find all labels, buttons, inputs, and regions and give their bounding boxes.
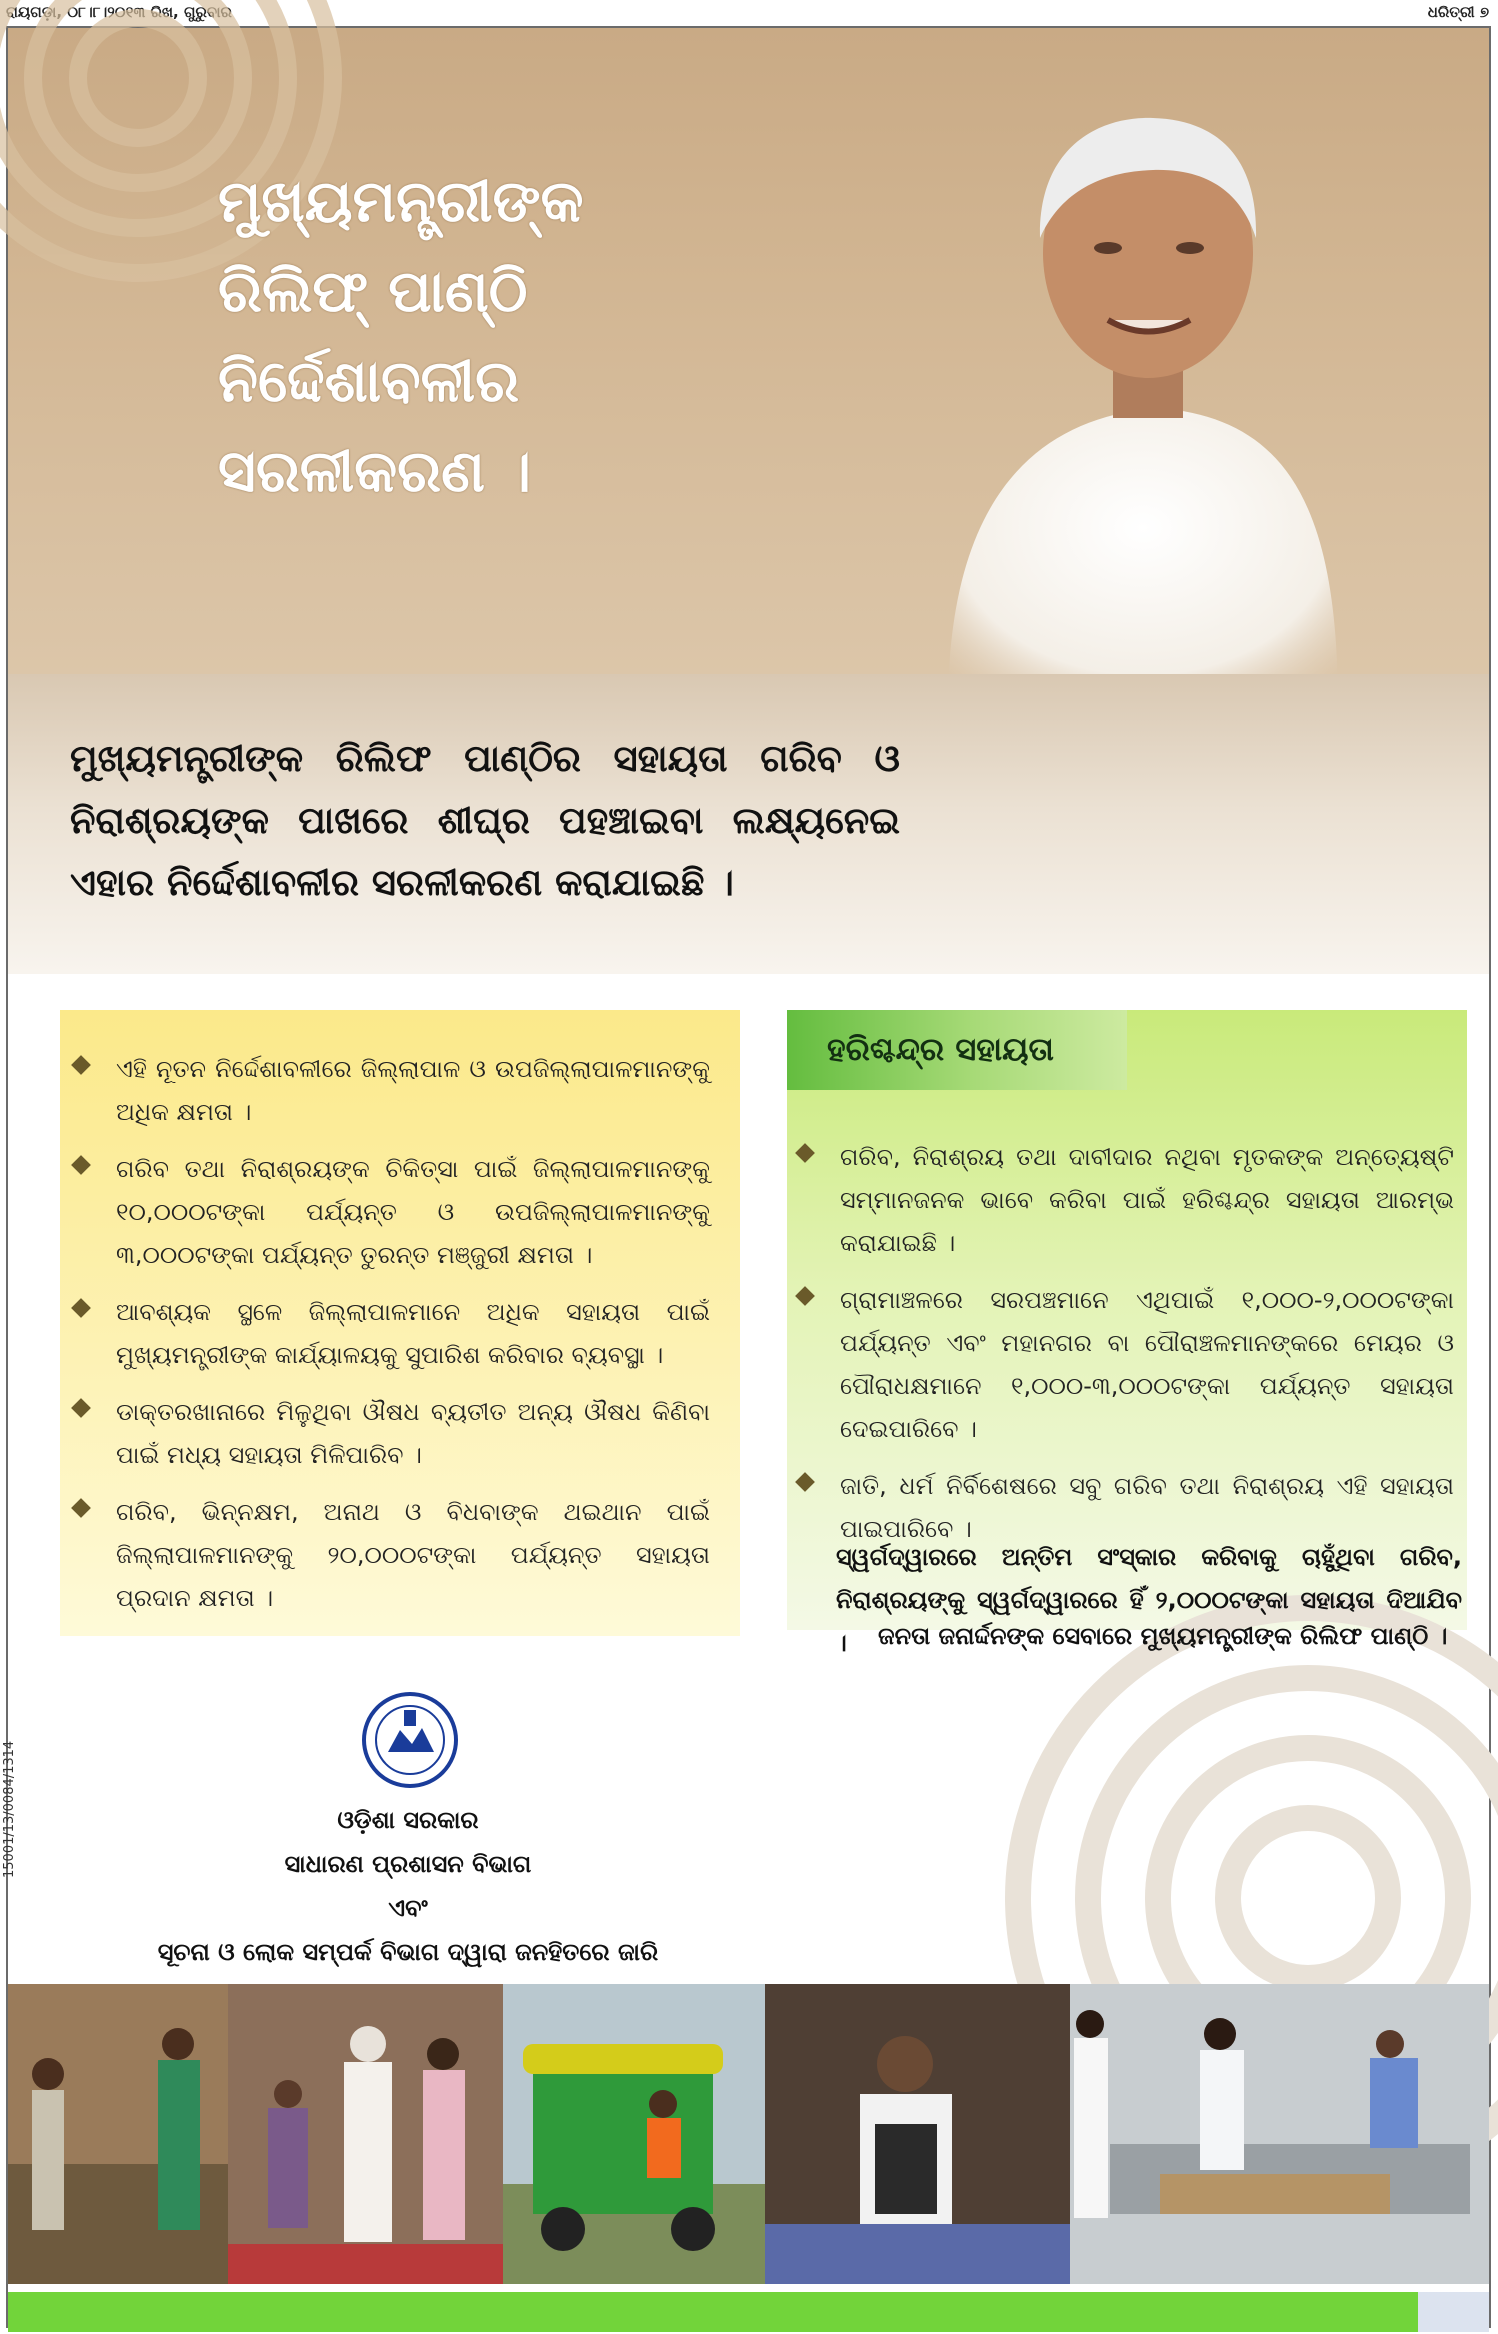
diamond-bullet-icon: [71, 1398, 91, 1418]
list-item-text: ଗରିବ ତଥା ନିରାଶ୍ରୟଙ୍କ ଚିକିତ୍ସା ପାଇଁ ଜିଲ୍ଲାପାଳମାନଙ୍କୁ ୧୦,୦୦୦ଟଙ୍କା ପର୍ଯ୍ୟନ୍ତ ଓ ଉପଜିଲ୍ଲାପାଳମାନଙ୍କୁ ୩,୦୦୦ଟଙ୍କା ପର୍ଯ୍ୟନ୍ତ ତୁରନ୍ତ ମଞ୍ଜୁରୀ କ୍ଷମତା ।: [116, 1155, 710, 1269]
list-item-text: ଗରିବ, ଭିନ୍ନକ୍ଷମ, ଅନାଥ ଓ ବିଧବାଙ୍କ ଥଇଥାନ ପାଇଁ ଜିଲ୍ଲାପାଳମାନଙ୍କୁ ୨୦,୦୦୦ଟଙ୍କା ପର୍ଯ୍ୟନ୍ତ ସହାୟତା ପ୍ରଦାନ କ୍ଷମତା ।: [116, 1498, 710, 1612]
list-item-text: ଡାକ୍ତରଖାନାରେ ମିଳୁଥିବା ଔଷଧ ବ୍ୟତୀତ ଅନ୍ୟ ଔଷଧ କିଣିବା ପାଇଁ ମଧ୍ୟ ସହାୟତା ମିଳିପାରିବ ।: [116, 1398, 710, 1469]
chief-minister-portrait: [908, 88, 1388, 708]
diamond-bullet-icon: [71, 1155, 91, 1175]
harishchandra-list: [794, 1136, 1454, 1565]
diamond-bullet-icon: [71, 1298, 91, 1318]
lead-statement: ମୁଖ୍ୟମନ୍ତ୍ରୀଙ୍କ ରିଲିଫ ପାଣ୍ଠିର ସହାୟତା ଗରିବ ଓ ନିରାଶ୍ରୟଙ୍କ ପାଖରେ ଶୀଘ୍ର ପହଞ୍ଚାଇବା ଲକ୍ଷ୍ୟନେଇ ଏହାର ନିର୍ଦ୍ଦେଶାବଳୀର ସରଳୀକରଣ କରାଯାଇଛି ।: [70, 737, 900, 904]
guidelines-list: [70, 1048, 710, 1634]
government-emblem-icon: [360, 1690, 460, 1790]
issuer-line: ଏବଂ: [388, 1894, 428, 1922]
cm-meeting-photo: [228, 1984, 503, 2284]
list-item: [794, 1279, 1454, 1451]
hero-title-line: ସରଳୀକରଣ ।: [218, 437, 532, 505]
list-item: [70, 1491, 710, 1620]
diamond-bullet-icon: [795, 1286, 815, 1306]
harishchandra-heading-bar: [787, 1010, 1127, 1090]
hero-title: [218, 156, 583, 516]
slogan: ଜନତା ଜନାର୍ଦ୍ଦନଙ୍କ ସେବାରେ ମୁଖ୍ୟମନ୍ତ୍ରୀଙ୍କ ରିଲିଫ ପାଣ୍ଠି ।: [878, 1622, 1448, 1650]
list-item-text: ଗରିବ, ନିରାଶ୍ରୟ ତଥା ଦାବୀଦାର ନଥିବା ମୃତକଙ୍କ ଅନ୍ତ୍ୟେଷ୍ଟି ସମ୍ମାନଜନକ ଭାବେ କରିବା ପାଇଁ ହରିଶ୍ଚନ୍ଦ୍ର ସହାୟତା ଆରମ୍ଭ କରାଯାଇଛି ।: [840, 1143, 1454, 1257]
advertisement-frame: [2, 26, 1491, 2328]
bottom-grey-block: [1418, 2292, 1489, 2332]
village-photo: [8, 1984, 228, 2284]
photo-strip: [8, 1984, 1489, 2294]
harishchandra-heading: ହରିଶ୍ଚନ୍ଦ୍ର ସହାୟତା: [827, 1030, 1054, 1068]
hospital-photo: [1070, 1984, 1489, 2284]
newspaper-dateline: ରାୟଗଡ଼ା, ୦୮।୮।୨୦୧୩ ରିଖ, ଗୁରୁବାର: [6, 3, 232, 21]
issuer-line: ଓଡ଼ିଶା ସରକାର: [337, 1806, 479, 1834]
newspaper-page-label: ଧରିତ୍ରୀ ୭: [1427, 3, 1489, 21]
hero-title-line: ମୁଖ୍ୟମନ୍ତ୍ରୀଙ୍କ: [218, 167, 584, 235]
list-item-text: ଆବଶ୍ୟକ ସ୍ଥଳେ ଜିଲ୍ଲାପାଳମାନେ ଅଧିକ ସହାୟତା ପାଇଁ ମୁଖ୍ୟମନ୍ତ୍ରୀଙ୍କ କାର୍ଯ୍ୟାଳୟକୁ ସୁପାରିଶ କରିବାର ବ୍ୟବସ୍ଥା ।: [116, 1298, 710, 1369]
list-item-text: ଗ୍ରାମାଞ୍ଚଳରେ ସରପଞ୍ଚମାନେ ଏଥିପାଇଁ ୧,୦୦୦-୨,୦୦୦ଟଙ୍କା ପର୍ଯ୍ୟନ୍ତ ଏବଂ ମହାନଗର ବା ପୌରାଞ୍ଚଳମାନଙ୍କରେ ମେୟର ଓ ପୌରାଧକ୍ଷମାନେ ୧,୦୦୦-୩,୦୦୦ଟଙ୍କା ପର୍ଯ୍ୟନ୍ତ ସହାୟତା ଦେଇପାରିବେ ।: [840, 1286, 1454, 1443]
issuer-block: [108, 1798, 708, 1974]
list-item-text: ଏହି ନୂତନ ନିର୍ଦ୍ଦେଶାବଳୀରେ ଜିଲ୍ଲାପାଳ ଓ ଉପଜିଲ୍ଲାପାଳମାନଙ୍କୁ ଅଧିକ କ୍ଷମତା ।: [116, 1055, 710, 1126]
diamond-bullet-icon: [71, 1055, 91, 1075]
list-item: [794, 1136, 1454, 1265]
release-code: 15001/13/0084/1314: [2, 1740, 17, 1878]
bottom-color-bar: [8, 2292, 1418, 2332]
swargadwar-paragraph: ସ୍ୱର୍ଗଦ୍ୱାରରେ ଅନ୍ତିମ ସଂସ୍କାର କରିବାକୁ ଚାହୁଁଥିବା ଗରିବ, ନିରାଶ୍ରୟଙ୍କୁ ସ୍ୱର୍ଗଦ୍ୱାରରେ ହିଁ ୨,୦୦୦ଟଙ୍କା ସହାୟତା ଦିଆଯିବ ।: [836, 1543, 1462, 1657]
woman-photo: [765, 1984, 1070, 2284]
list-item: [70, 1291, 710, 1377]
list-item: [70, 1391, 710, 1477]
list-item-text: ଜାତି, ଧର୍ମ ନିର୍ବିଶେଷରେ ସବୁ ଗରିବ ତଥା ନିରାଶ୍ରୟ ଏହି ସହାୟତା ପାଇପାରିବେ ।: [840, 1472, 1454, 1543]
list-item: [70, 1148, 710, 1277]
diamond-bullet-icon: [71, 1498, 91, 1518]
diamond-bullet-icon: [795, 1143, 815, 1163]
auto-rickshaw-photo: [503, 1984, 765, 2284]
list-item: [70, 1048, 710, 1134]
diamond-bullet-icon: [795, 1472, 815, 1492]
hero-title-line: ନିର୍ଦ୍ଦେଶାବଳୀର: [218, 347, 520, 415]
hero-title-line: ରିଲିଫ୍ ପାଣ୍ଠି: [218, 257, 528, 325]
issuer-line: ସୂଚନା ଓ ଲୋକ ସମ୍ପର୍କ ବିଭାଗ ଦ୍ୱାରା ଜନହିତରେ ଜାରି: [157, 1938, 659, 1966]
issuer-line: ସାଧାରଣ ପ୍ରଶାସନ ବିଭାଗ: [284, 1850, 532, 1878]
